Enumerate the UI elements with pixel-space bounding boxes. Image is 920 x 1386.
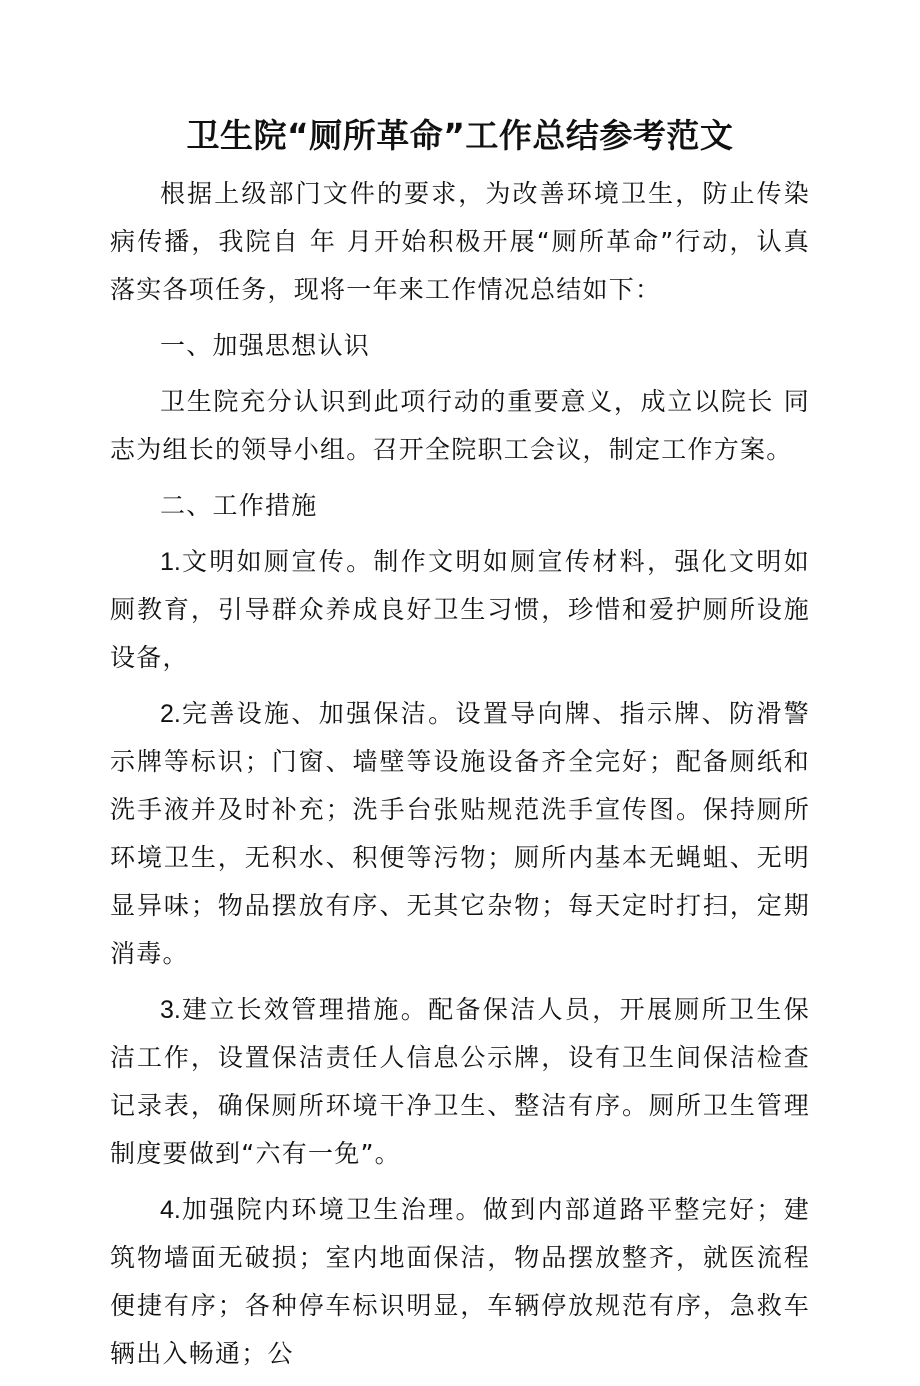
measure-item-4-number: 4. (160, 1196, 181, 1224)
measure-item-2-number: 2. (160, 700, 181, 728)
measure-item-3-number: 3. (160, 996, 181, 1024)
intro-paragraph: 根据上级部门文件的要求，为改善环境卫生，防止传染病传播，我院自 年 月开始积极开展“厕所革命”行动，认真落实各项任务，现将一年来工作情况总结如下： (110, 179, 810, 304)
measure-item-4 (110, 1186, 810, 1378)
section-1-body: 卫生院充分认识到此项行动的重要意义，成立以院长 同志为组长的领导小组。召开全院职工会议，制定工作方案。 (110, 387, 810, 464)
measure-item-1 (110, 538, 810, 682)
measure-item-4-text: 加强院内环境卫生治理。做到内部道路平整完好；建筑物墙面无破损；室内地面保洁，物品摆放整齐，就医流程便捷有序；各种停车标识明显，车辆停放规范有序，急救车辆出入畅通；公 (110, 1195, 810, 1368)
section-2-heading: 二、工作措施 (160, 491, 318, 520)
measure-item-2 (110, 690, 810, 978)
measure-item-1-text: 文明如厕宣传。制作文明如厕宣传材料，强化文明如厕教育，引导群众养成良好卫生习惯，珍惜和爱护厕所设施设备， (110, 547, 810, 672)
measure-item-1-number: 1. (160, 548, 181, 576)
measure-item-2-text: 完善设施、加强保洁。设置导向牌、指示牌、防滑警示牌等标识；门窗、墙壁等设施设备齐全完好；配备厕纸和洗手液并及时补充；洗手台张贴规范洗手宣传图。保持厕所环境卫生，无积水、积便等污物；厕所内基本无蝇蛆、无明显异味；物品摆放有序、无其它杂物；每天定时打扫，定期消毒。 (110, 699, 810, 968)
section-1-heading: 一、加强思想认识 (160, 331, 371, 360)
document-body (110, 112, 810, 1386)
measure-item-3-text: 建立长效管理措施。配备保洁人员，开展厕所卫生保洁工作，设置保洁责任人信息公示牌，设有卫生间保洁检查记录表，确保厕所环境干净卫生、整洁有序。厕所卫生管理制度要做到“六有一免”。 (110, 995, 810, 1168)
document-title: 卫生院“厕所革命”工作总结参考范文 (186, 116, 734, 155)
measure-item-3 (110, 986, 810, 1178)
